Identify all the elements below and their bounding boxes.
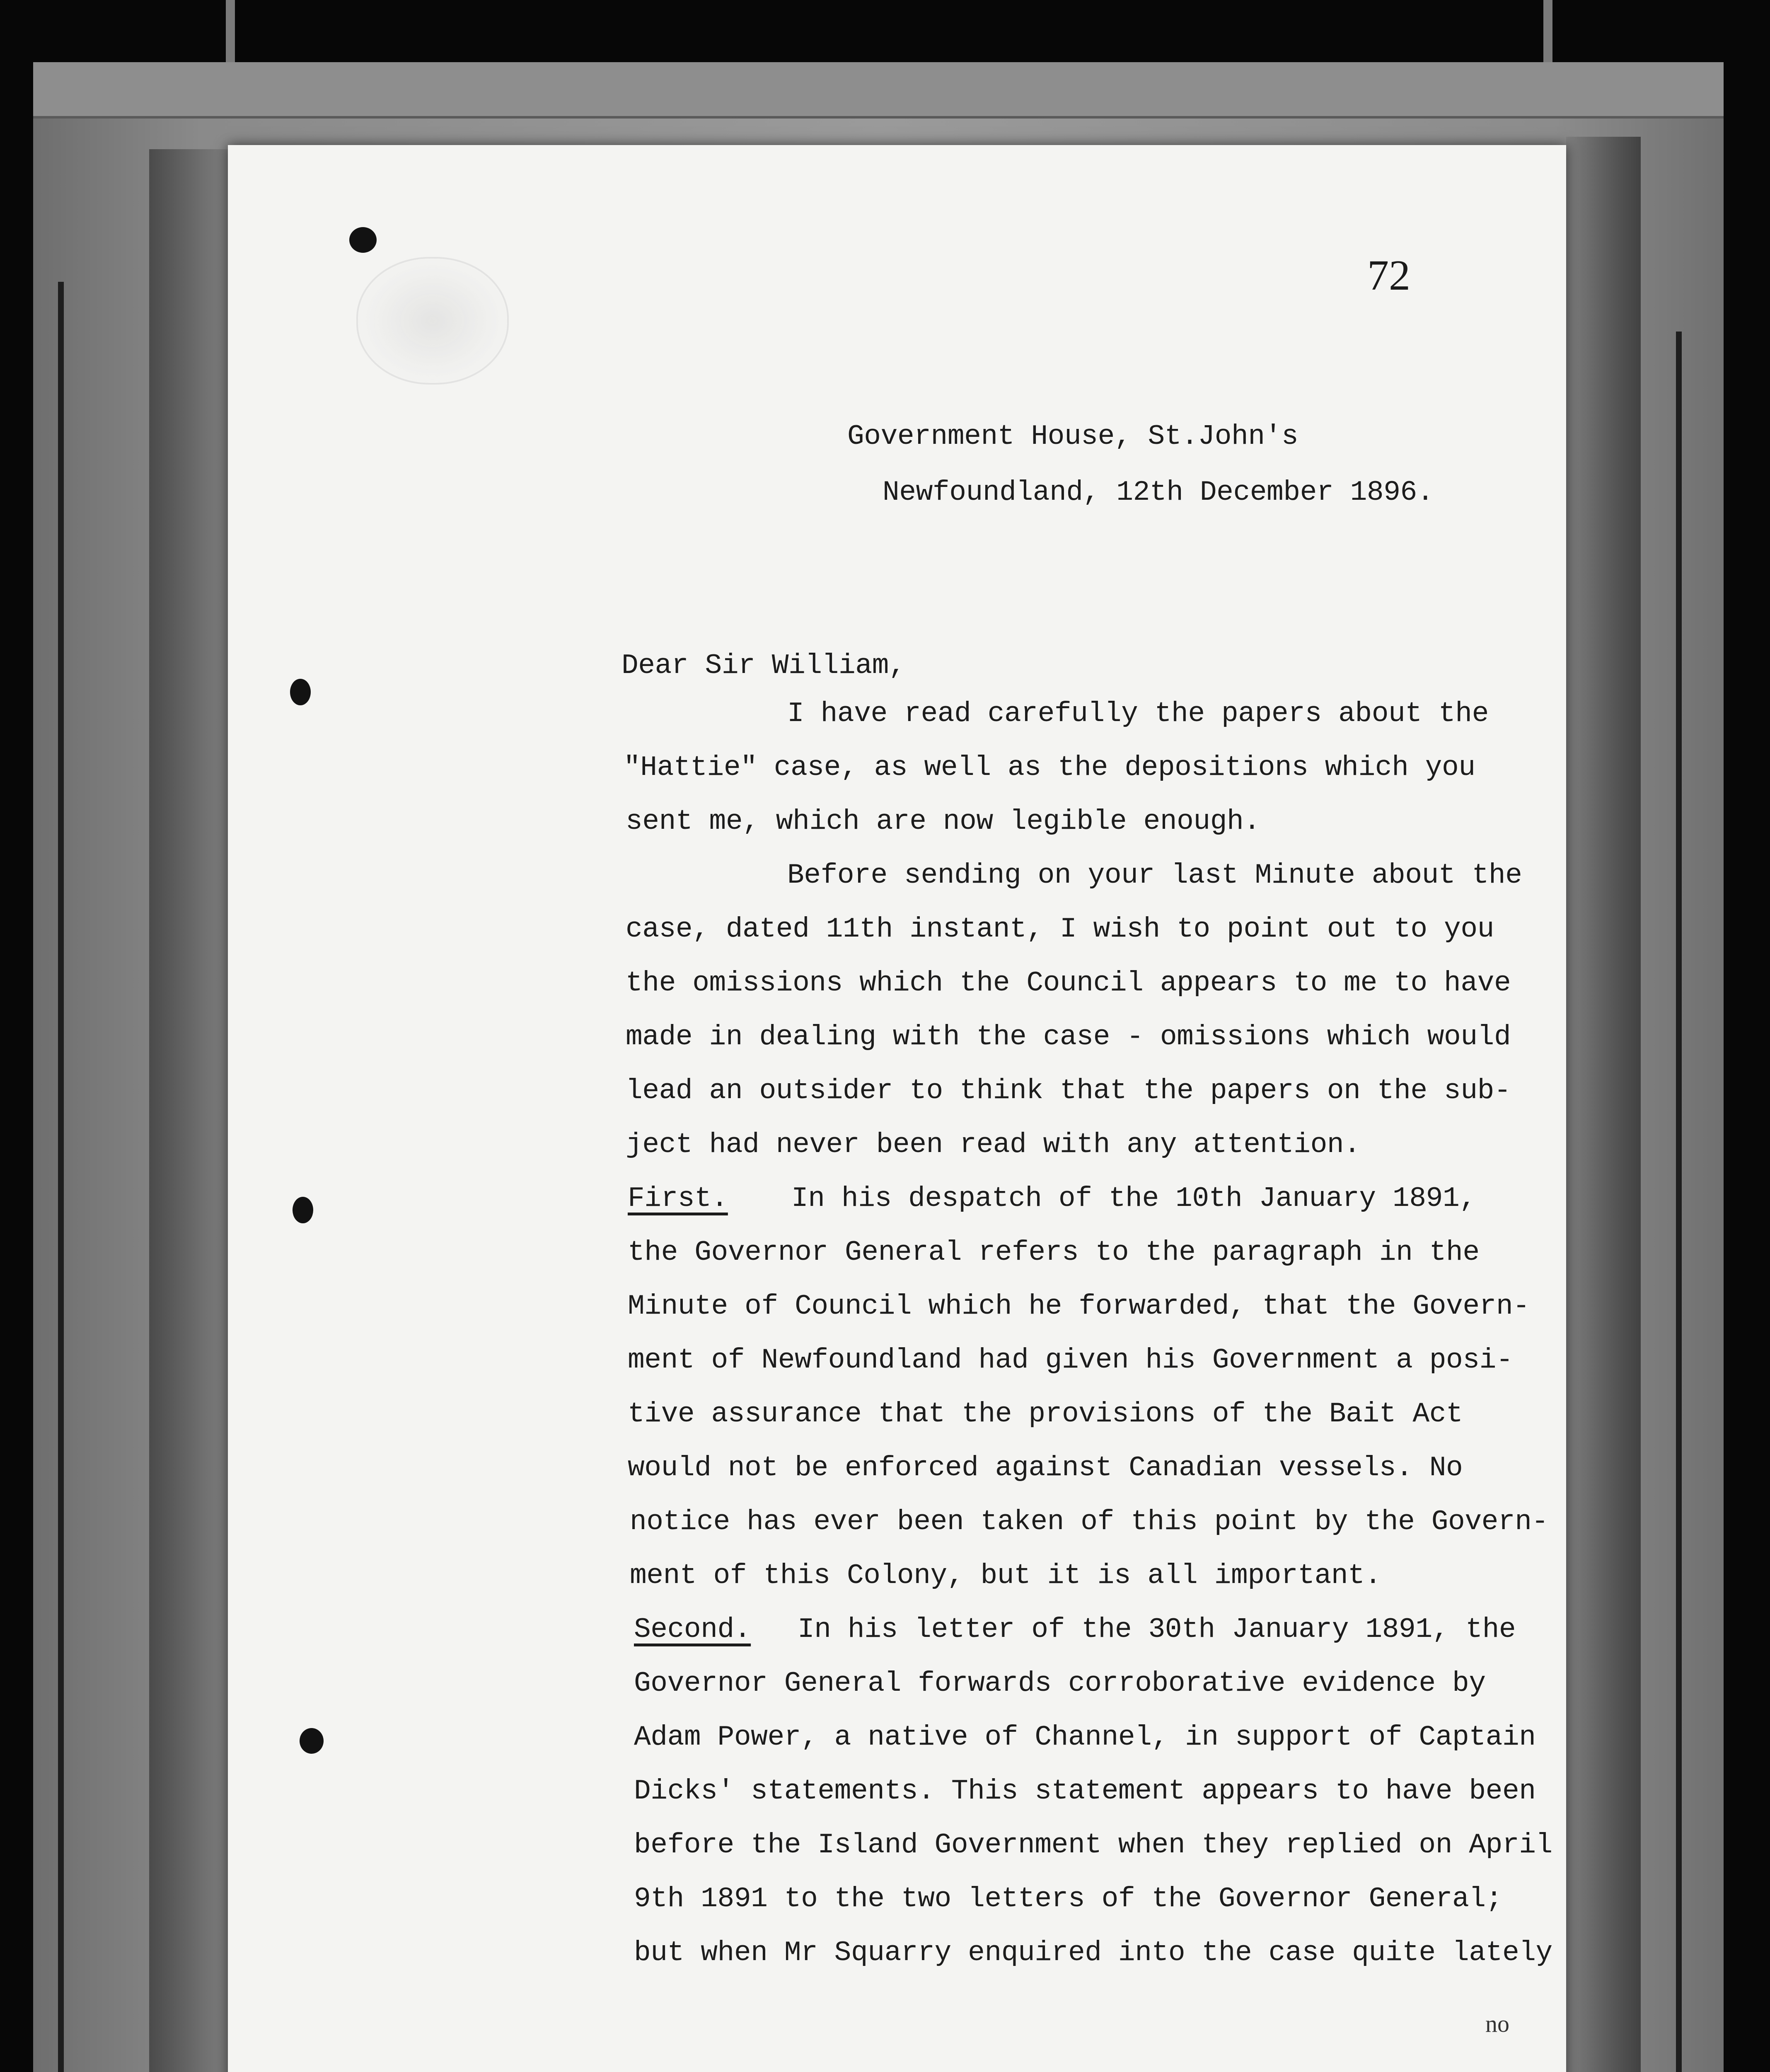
body-line: "Hattie" case, as well as the depositions which you <box>624 752 1475 784</box>
body-line: ment of Newfoundland had given his Government a posi- <box>628 1344 1513 1376</box>
punch-hole <box>349 227 377 253</box>
body-line: case, dated 11th instant, I wish to point out to you <box>626 913 1494 945</box>
frame-rule-left <box>58 282 64 2072</box>
body-line: lead an outsider to think that the papers on the sub- <box>626 1075 1511 1107</box>
body-line: sent me, which are now legible enough. <box>626 806 1260 838</box>
address-line: Government House, St.John's <box>847 421 1298 453</box>
page-shadow-right <box>1566 137 1641 2072</box>
body-line: Dicks' statements. This statement appears to have been <box>634 1775 1536 1807</box>
heading-first: First. <box>628 1183 728 1215</box>
body-line: would not be enforced against Canadian vessels. No <box>628 1452 1463 1484</box>
punch-hole <box>290 679 311 705</box>
body-line: Before sending on your last Minute about the <box>787 859 1522 891</box>
body-line: tive assurance that the provisions of the Bait Act <box>628 1398 1463 1430</box>
frame-rule-right <box>1676 332 1682 2072</box>
body-line: 9th 1891 to the two letters of the Governor General; <box>634 1883 1502 1915</box>
body-line: notice has ever been taken of this point by the Govern- <box>630 1506 1548 1538</box>
body-line: before the Island Government when they replied on April <box>634 1829 1552 1861</box>
punch-hole <box>300 1728 324 1754</box>
body-line: the Governor General refers to the paragraph in the <box>628 1237 1480 1268</box>
salutation: Dear Sir William, <box>621 650 906 682</box>
body-line: In his letter of the 30th January 1891, the <box>798 1614 1516 1646</box>
punch-hole <box>293 1197 313 1223</box>
body-line: made in dealing with the case - omissions which would <box>626 1021 1511 1053</box>
page-shadow-left <box>149 149 228 2072</box>
body-line: I have read carefully the papers about the <box>787 698 1489 730</box>
date-line: Newfoundland, 12th December 1896. <box>883 477 1434 508</box>
body-line: Governor General forwards corroborative evidence by <box>634 1668 1486 1699</box>
body-line: the omissions which the Council appears to me to have <box>626 967 1511 999</box>
catchword: no <box>1485 2010 1509 2037</box>
film-notch <box>1543 0 1552 62</box>
body-line: but when Mr Squarry enquired into the case quite lately <box>634 1937 1552 1969</box>
body-line: Minute of Council which he forwarded, that the Govern- <box>628 1290 1530 1322</box>
body-line: In his despatch of the 10th January 1891, <box>791 1183 1476 1215</box>
embossed-seal <box>356 257 509 385</box>
body-line: Adam Power, a native of Channel, in support of Captain <box>634 1721 1536 1753</box>
film-notch <box>226 0 235 62</box>
body-line: ject had never been read with any attention. <box>626 1129 1361 1161</box>
microfilm-top-band <box>33 62 1724 119</box>
page-number: 72 <box>1367 252 1410 299</box>
body-line: ment of this Colony, but it is all important. <box>630 1560 1381 1592</box>
heading-second: Second. <box>634 1614 751 1646</box>
